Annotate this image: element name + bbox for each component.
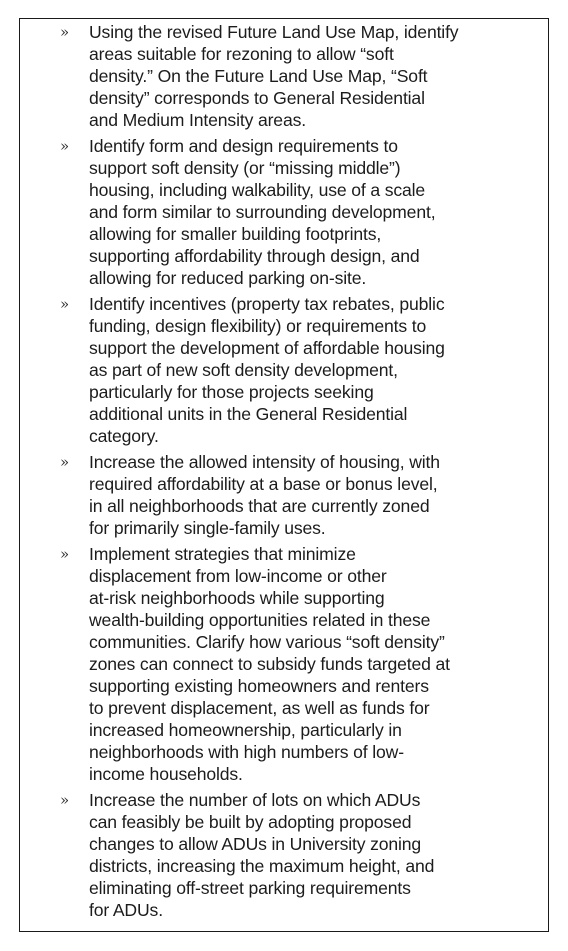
list-item <box>20 789 548 921</box>
list-item <box>20 293 548 447</box>
list-item-line: supporting affordability through design, and <box>89 246 420 266</box>
bullet-marker-icon: » <box>60 791 70 809</box>
list-item-line: to prevent displacement, as well as funds for <box>89 698 430 718</box>
list-item-line: Implement strategies that minimize <box>89 544 356 564</box>
list-item-line: allowing for reduced parking on-site. <box>89 268 367 288</box>
list-item-line: for ADUs. <box>89 900 163 920</box>
list-item-line: areas suitable for rezoning to allow “soft <box>89 44 394 64</box>
list-item-line: support soft density (or “missing middle”) <box>89 158 401 178</box>
list-item <box>20 451 548 539</box>
list-item-line: districts, increasing the maximum height, and <box>89 856 435 876</box>
list-item <box>20 543 548 785</box>
strategy-list <box>20 21 548 925</box>
list-item-line: displacement from low-income or other <box>89 566 387 586</box>
list-item <box>20 135 548 289</box>
list-item-line: at-risk neighborhoods while supporting <box>89 588 385 608</box>
list-item-line: density” corresponds to General Residential <box>89 88 425 108</box>
content-box <box>19 18 549 932</box>
list-item-line: allowing for smaller building footprints, <box>89 224 382 244</box>
list-item-line: housing, including walkability, use of a scale <box>89 180 426 200</box>
list-item-line: particularly for those projects seeking <box>89 382 374 402</box>
bullet-marker-icon: » <box>60 23 70 41</box>
list-item-line: neighborhoods with high numbers of low- <box>89 742 404 762</box>
list-item-line: in all neighborhoods that are currently zoned <box>89 496 430 516</box>
list-item-line: funding, design flexibility) or requirements to <box>89 316 427 336</box>
list-item-line: density.” On the Future Land Use Map, “Soft <box>89 66 428 86</box>
bullet-marker-icon: » <box>60 453 70 471</box>
bullet-marker-icon: » <box>60 137 70 155</box>
list-item-line: zones can connect to subsidy funds targeted at <box>89 654 450 674</box>
list-item-line: as part of new soft density development, <box>89 360 398 380</box>
bullet-marker-icon: » <box>60 295 70 313</box>
list-item-line: income households. <box>89 764 243 784</box>
list-item-line: Identify incentives (property tax rebates, public <box>89 294 445 314</box>
list-item-line: communities. Clarify how various “soft density” <box>89 632 445 652</box>
list-item-line: required affordability at a base or bonus level, <box>89 474 438 494</box>
list-item-line: additional units in the General Residential <box>89 404 408 424</box>
list-item-line: eliminating off-street parking requirements <box>89 878 411 898</box>
list-item-line: can feasibly be built by adopting proposed <box>89 812 412 832</box>
list-item-line: and form similar to surrounding development, <box>89 202 436 222</box>
list-item-line: for primarily single-family uses. <box>89 518 326 538</box>
list-item-line: Using the revised Future Land Use Map, identify <box>89 22 459 42</box>
bullet-marker-icon: » <box>60 545 70 563</box>
list-item-line: and Medium Intensity areas. <box>89 110 306 130</box>
list-item <box>20 21 548 131</box>
list-item-line: changes to allow ADUs in University zoning <box>89 834 422 854</box>
list-item-line: Increase the allowed intensity of housing, with <box>89 452 440 472</box>
list-item-line: Increase the number of lots on which ADUs <box>89 790 421 810</box>
list-item-line: Identify form and design requirements to <box>89 136 398 156</box>
list-item-line: increased homeownership, particularly in <box>89 720 402 740</box>
list-item-line: supporting existing homeowners and renters <box>89 676 429 696</box>
list-item-line: wealth-building opportunities related in these <box>89 610 431 630</box>
list-item-line: category. <box>89 426 159 446</box>
list-item-line: support the development of affordable housing <box>89 338 445 358</box>
